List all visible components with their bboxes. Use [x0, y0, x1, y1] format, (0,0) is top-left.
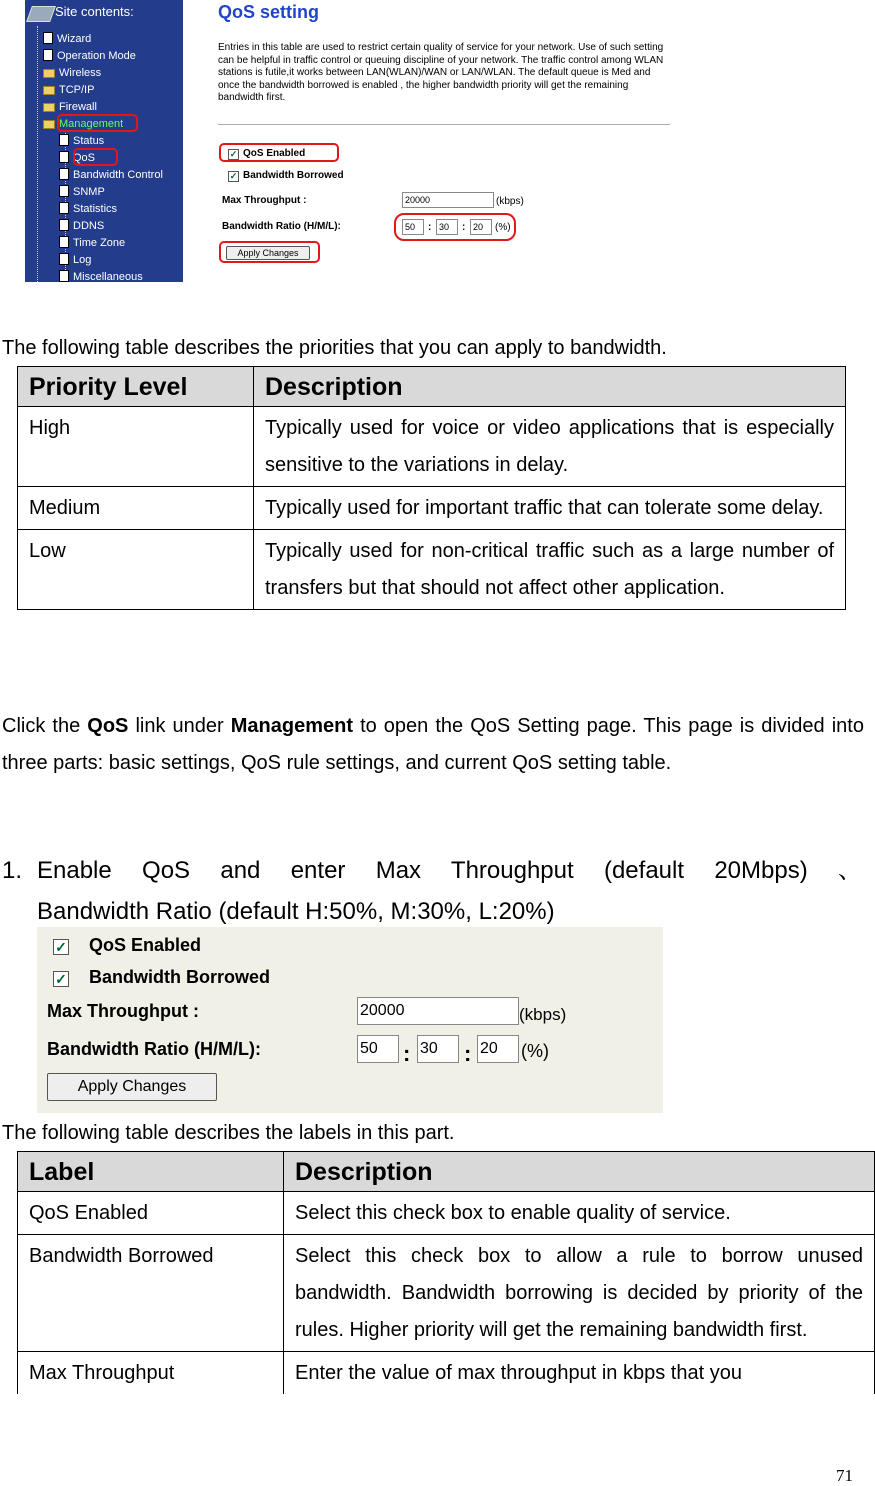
page-icon	[59, 236, 69, 248]
qos-setting-screenshot	[25, 0, 852, 282]
priority-level-cell: Low	[18, 530, 254, 610]
qos-basic-settings-screenshot	[37, 927, 663, 1113]
qos-setting-description: Entries in this table are used to restrict certain quality of service for your network. Use of such setting can be helpful in traffic control or queuing discipline of your network. The traffic control among WLAN stations is futile,it works between LAN(WLAN)/WAN or LAN/WLAN. The default queue is Med and once the bandwidth borrowed is enabled , the higher bandwidth priority will get the remaining bandwidth first.	[218, 42, 664, 103]
sidebar-subitem-qos[interactable]: QoS	[59, 150, 95, 166]
sidebar-item-wizard[interactable]: Wizard	[43, 31, 91, 47]
page-icon	[59, 219, 69, 231]
sidebar-subitem-miscellaneous[interactable]: Miscellaneous	[59, 269, 143, 282]
folder-icon	[43, 69, 55, 78]
page-icon	[59, 134, 69, 146]
bandwidth-ratio-label: Bandwidth Ratio (H/M/L):	[47, 1039, 261, 1059]
max-throughput-label: Max Throughput :	[47, 1001, 199, 1021]
page-icon	[43, 32, 53, 44]
table-row	[18, 1192, 875, 1235]
description-cell: Typically used for non-critical traffic such as a large number of transfers but that should not affect other application.	[254, 530, 846, 610]
qos-setting-heading: QoS setting	[218, 2, 320, 22]
management-highlight	[57, 114, 138, 132]
description-cell: Typically used for voice or video applications that is especially sensitive to the variations in delay.	[254, 407, 846, 487]
sidebar-subitem-bandwidth-control[interactable]: Bandwidth Control	[59, 167, 163, 183]
qos-link-text: QoS	[87, 715, 129, 737]
sidebar-subitem-time-zone[interactable]: Time Zone	[59, 235, 125, 251]
table-row	[18, 487, 846, 530]
max-throughput-input[interactable]: 20000	[402, 192, 494, 208]
sidebar-item-tcpip[interactable]: TCP/IP	[43, 82, 94, 98]
priority-table	[17, 366, 846, 610]
label-cell: QoS Enabled	[18, 1192, 284, 1235]
qos-highlight	[73, 148, 118, 166]
kbps-unit: (kbps)	[519, 1005, 567, 1024]
qos-enabled-checkbox[interactable]: ✓	[53, 939, 69, 955]
label-table	[17, 1151, 875, 1394]
priority-level-cell: Medium	[18, 487, 254, 530]
page-icon	[59, 168, 69, 180]
qos-enabled-row[interactable]: ✓ QoS Enabled	[229, 148, 306, 159]
priority-table-intro: The following table describes the priorities that you can apply to bandwidth.	[2, 337, 667, 359]
folder-icon	[43, 103, 55, 112]
ratio-high-input[interactable]: 50	[357, 1035, 399, 1063]
page-icon	[59, 185, 69, 197]
page-icon	[59, 253, 69, 265]
table-row	[18, 530, 846, 610]
label-cell: Bandwidth Borrowed	[18, 1235, 284, 1352]
ratio-highlight	[394, 213, 516, 241]
description-cell: Select this check box to allow a rule to borrow unused bandwidth. Bandwidth borrowing is decided by priority of the rules. Higher priority will get the remaining bandwidth first.	[284, 1235, 875, 1352]
column-header: Description	[284, 1152, 875, 1192]
step-1-line-1: Enable QoS and enter Max Throughput (default 20Mbps) 、	[37, 857, 862, 884]
percent-unit: (%)	[495, 222, 511, 233]
ratio-medium-input[interactable]: 30	[436, 219, 458, 235]
max-throughput-label: Max Throughput :	[222, 195, 307, 206]
divider	[218, 124, 670, 125]
site-contents-sidebar	[25, 0, 183, 282]
ratio-medium-input[interactable]: 30	[417, 1035, 459, 1063]
bandwidth-borrowed-checkbox[interactable]: ✓	[229, 171, 238, 181]
description-cell: Enter the value of max throughput in kbps that you	[284, 1352, 875, 1395]
page-icon	[43, 49, 53, 61]
ratio-colon-2: :	[464, 1041, 472, 1066]
max-throughput-input[interactable]: 20000	[357, 997, 519, 1025]
kbps-unit: (kbps)	[496, 196, 524, 207]
table-row	[18, 1235, 875, 1352]
management-text: Management	[230, 715, 353, 737]
sidebar-subitem-log[interactable]: Log	[59, 252, 91, 268]
table-header-row	[18, 1152, 875, 1192]
sidebar-item-wireless[interactable]: Wireless	[43, 65, 101, 81]
column-header: Description	[254, 367, 846, 407]
folder-icon	[43, 86, 55, 95]
ratio-colon-1: :	[403, 1041, 411, 1066]
apply-changes-button[interactable]: Apply Changes	[226, 246, 310, 260]
bandwidth-ratio-label: Bandwidth Ratio (H/M/L):	[222, 221, 341, 232]
ratio-low-input[interactable]: 20	[477, 1035, 519, 1063]
sidebar-item-operation-mode[interactable]: Operation Mode	[43, 48, 136, 64]
table-row	[18, 1352, 875, 1395]
page-number: 71	[836, 1466, 853, 1485]
qos-enabled-highlight	[219, 143, 339, 162]
book-icon	[26, 6, 56, 22]
page-icon	[59, 270, 69, 282]
description-cell: Typically used for important traffic that can tolerate some delay.	[254, 487, 846, 530]
qos-setting-panel	[218, 0, 678, 282]
sidebar-item-firewall[interactable]: Firewall	[43, 99, 97, 115]
bandwidth-borrowed-row[interactable]: ✓ Bandwidth Borrowed	[53, 967, 270, 988]
sidebar-subitem-ddns[interactable]: DDNS	[59, 218, 104, 234]
ratio-low-input[interactable]: 20	[470, 219, 492, 235]
apply-changes-button[interactable]: Apply Changes	[47, 1073, 217, 1101]
label-cell: Max Throughput	[18, 1352, 284, 1395]
label-table-intro: The following table describes the labels in this part.	[2, 1122, 455, 1144]
qos-instructions-paragraph: Click the QoS link under Management to open the QoS Setting page. This page is divided into three parts: basic settings, QoS rule settings, and current QoS setting table.	[2, 715, 864, 774]
qos-enabled-row[interactable]: ✓ QoS Enabled	[53, 935, 201, 956]
step-1-line-2: Bandwidth Ratio (default H:50%, M:30%, L:20%)	[37, 898, 555, 925]
step-number: 1.	[2, 857, 23, 884]
sidebar-title: Site contents:	[55, 4, 134, 19]
sidebar-item-management[interactable]: Management	[43, 116, 123, 132]
folder-open-icon	[43, 120, 55, 129]
bandwidth-borrowed-row[interactable]: ✓ Bandwidth Borrowed	[229, 170, 344, 181]
sidebar-subitem-status[interactable]: Status	[59, 133, 104, 149]
priority-level-cell: High	[18, 407, 254, 487]
table-header-row	[18, 367, 846, 407]
bandwidth-borrowed-checkbox[interactable]: ✓	[53, 971, 69, 987]
sidebar-subitem-snmp[interactable]: SNMP	[59, 184, 105, 200]
step-1	[2, 850, 862, 932]
ratio-colon-1: :	[428, 222, 432, 233]
description-cell: Select this check box to enable quality of service.	[284, 1192, 875, 1235]
table-row	[18, 407, 846, 487]
sidebar-subitem-statistics[interactable]: Statistics	[59, 201, 117, 217]
column-header: Priority Level	[18, 367, 254, 407]
qos-enabled-checkbox[interactable]: ✓	[229, 149, 238, 159]
page-icon	[59, 202, 69, 214]
ratio-high-input[interactable]: 50	[402, 219, 424, 235]
percent-unit: (%)	[521, 1041, 549, 1061]
page-icon	[59, 151, 69, 163]
apply-highlight	[219, 241, 320, 263]
column-header: Label	[18, 1152, 284, 1192]
ratio-colon-2: :	[462, 222, 466, 233]
